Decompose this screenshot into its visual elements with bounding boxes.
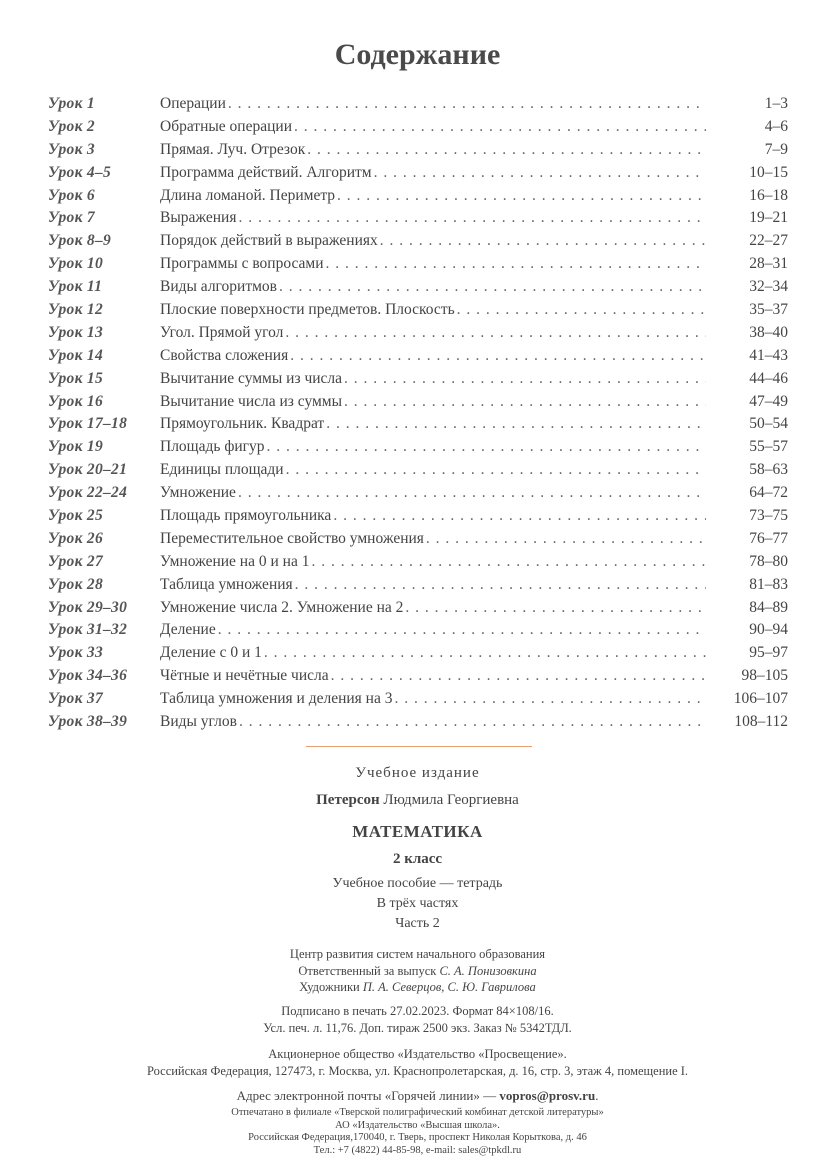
toc-row	[48, 230, 788, 253]
toc-topic: Площадь прямоугольника	[160, 507, 332, 525]
toc-lesson: Урок 12	[48, 301, 103, 319]
toc-pages: 84–89	[749, 598, 788, 616]
toc-row	[48, 299, 788, 322]
toc-row	[48, 322, 788, 345]
toc-row	[48, 459, 788, 482]
author	[0, 792, 835, 809]
dot-leader	[267, 436, 706, 459]
toc-pages: 73–75	[749, 507, 788, 525]
toc-pages: 35–37	[749, 301, 788, 319]
dot-leader	[295, 574, 706, 597]
toc-topic: Чётные и нечётные числа	[160, 667, 329, 685]
printer-line: Тел.: +7 (4822) 44-85-98, e-mail: sales@tpkdl.ru	[313, 1144, 522, 1156]
toc-row	[48, 413, 788, 436]
toc-topic: Прямоугольник. Квадрат	[160, 415, 325, 433]
toc-topic-wrap	[160, 116, 706, 139]
toc-row	[48, 551, 788, 574]
toc-topic-wrap	[160, 551, 706, 574]
printer-line: АО «Издательство «Высшая школа».	[335, 1119, 500, 1131]
toc-lesson: Урок 11	[48, 278, 103, 296]
dot-leader	[239, 207, 707, 230]
toc-lesson: Урок 22–24	[48, 484, 128, 502]
grade: 2 класс	[392, 851, 443, 867]
dot-leader	[286, 459, 706, 482]
toc-lesson: Урок 20–21	[48, 461, 128, 479]
toc-row	[48, 505, 788, 528]
toc-topic-wrap	[160, 207, 706, 230]
author-surname: Петерсон	[316, 792, 380, 808]
toc-topic-wrap	[160, 368, 706, 391]
toc-topic-wrap	[160, 276, 706, 299]
toc-topic-wrap	[160, 688, 706, 711]
toc-pages: 16–18	[749, 186, 788, 204]
dot-leader	[311, 551, 706, 574]
dot-leader	[326, 413, 706, 436]
toc-topic-wrap	[160, 322, 706, 345]
toc-topic-wrap	[160, 185, 706, 208]
toc-row	[48, 185, 788, 208]
toc-pages: 7–9	[764, 140, 788, 158]
print-info-line: Усл. печ. л. 11,76. Доп. тираж 2500 экз. Заказ № 5342ТДЛ.	[263, 1020, 572, 1035]
dot-leader	[374, 162, 706, 185]
toc-topic: Программы с вопросами	[160, 255, 324, 273]
toc-topic-wrap	[160, 482, 706, 505]
toc-topic-wrap	[160, 459, 706, 482]
toc-row	[48, 162, 788, 185]
toc-row	[48, 139, 788, 162]
dot-leader	[426, 528, 706, 551]
toc-lesson: Урок 37	[48, 690, 103, 708]
toc-lesson: Урок 16	[48, 392, 103, 410]
toc-pages: 90–94	[749, 621, 788, 639]
toc-topic: Виды углов	[160, 713, 237, 731]
printer-line: Российская Федерация,170040, г. Тверь, проспект Николая Корыткова, д. 46	[248, 1132, 587, 1143]
toc-row	[48, 528, 788, 551]
toc-lesson: Урок 2	[48, 117, 95, 135]
toc-topic: Таблица умножения и деления на 3	[160, 690, 393, 708]
toc-lesson: Урок 29–30	[48, 598, 128, 616]
toc-lesson: Урок 13	[48, 323, 103, 341]
toc-topic: Порядок действий в выражениях	[160, 232, 378, 250]
toc-row	[48, 276, 788, 299]
toc-pages: 10–15	[749, 163, 788, 181]
toc-topic-wrap	[160, 299, 706, 322]
toc-row	[48, 436, 788, 459]
hotline-email: vopros@prosv.ru	[499, 1088, 596, 1103]
toc-row	[48, 574, 788, 597]
toc-topic: Деление	[160, 621, 216, 639]
toc-topic-wrap	[160, 436, 706, 459]
toc-topic-wrap	[160, 528, 706, 551]
dot-leader	[285, 322, 706, 345]
dot-leader	[294, 116, 706, 139]
toc-pages: 78–80	[749, 552, 788, 570]
toc-lesson: Урок 1	[48, 95, 95, 112]
toc-pages: 4–6	[764, 117, 788, 135]
responsible-line	[0, 963, 835, 980]
toc-topic: Прямая. Луч. Отрезок	[160, 140, 306, 158]
printer-line: Отпечатано в филиале «Тверской полиграфический комбинат детской литературы»	[231, 1107, 604, 1118]
toc-topic-wrap	[160, 711, 706, 734]
responsible-name: С. А. Понизовкина	[439, 963, 537, 978]
print-details	[0, 1003, 835, 1036]
desc-line: Часть 2	[395, 916, 440, 931]
dot-leader	[344, 368, 706, 391]
dot-leader	[290, 345, 706, 368]
toc-topic: Угол. Прямой угол	[160, 323, 284, 341]
dot-leader	[394, 688, 706, 711]
toc-lesson: Урок 3	[48, 140, 95, 158]
dot-leader	[405, 597, 706, 620]
toc-lesson: Урок 4–5	[48, 163, 112, 181]
book-description	[0, 874, 835, 934]
toc-topic: Программа действий. Алгоритм	[160, 163, 372, 181]
toc-pages: 58–63	[749, 461, 788, 479]
toc-pages: 22–27	[749, 232, 788, 250]
toc-lesson: Урок 26	[48, 529, 103, 547]
toc-row	[48, 642, 788, 665]
desc-line: Учебное пособие — тетрадь	[332, 876, 503, 891]
toc-topic: Переместительное свойство умножения	[160, 529, 424, 547]
dot-leader	[307, 139, 706, 162]
center-name: Центр развития систем начального образования	[289, 947, 546, 961]
toc-topic: Плоские поверхности предметов. Плоскость	[160, 301, 455, 319]
toc-topic-wrap	[160, 93, 706, 116]
toc-lesson: Урок 33	[48, 644, 103, 662]
toc-pages: 108–112	[734, 713, 788, 731]
toc-pages: 76–77	[749, 529, 788, 547]
toc-pages: 1–3	[764, 95, 788, 112]
toc-row	[48, 391, 788, 414]
toc-lesson: Урок 27	[48, 552, 103, 570]
toc-topic: Деление с 0 и 1	[160, 644, 262, 662]
toc-topic-wrap	[160, 642, 706, 665]
publisher-line: Акционерное общество «Издательство «Просвещение».	[268, 1047, 567, 1061]
toc-pages: 64–72	[749, 484, 788, 502]
toc-row	[48, 345, 788, 368]
toc-lesson: Урок 38–39	[48, 713, 128, 731]
toc-row	[48, 253, 788, 276]
publisher-address: Российская Федерация, 127473, г. Москва, ул. Краснопролетарская, д. 16, стр. 3, этаж 4, помещение I.	[146, 1063, 689, 1078]
hotline-label: Адрес электронной почты «Горячей линии» —	[236, 1088, 497, 1103]
orange-divider	[306, 746, 532, 747]
dot-leader	[218, 619, 706, 642]
toc-topic-wrap	[160, 230, 706, 253]
dot-leader	[326, 253, 706, 276]
toc-pages: 106–107	[733, 690, 788, 708]
toc-row	[48, 368, 788, 391]
book-title: МАТЕМАТИКА	[352, 822, 483, 841]
toc-row	[48, 93, 788, 116]
artists-label: Художники	[299, 980, 360, 994]
signed-line: Подписано в печать 27.02.2023. Формат 84×108/16.	[281, 1004, 554, 1018]
toc-pages: 95–97	[749, 644, 788, 662]
toc-lesson: Урок 7	[48, 209, 95, 227]
toc-topic: Умножение на 0 и на 1	[160, 552, 310, 570]
toc-topic-wrap	[160, 413, 706, 436]
artists-line	[0, 979, 835, 996]
toc-lesson: Урок 17–18	[48, 415, 128, 433]
toc-topic-wrap	[160, 162, 706, 185]
toc-topic-wrap	[160, 505, 706, 528]
toc-topic: Умножение	[160, 484, 236, 502]
toc-topic: Выражения	[160, 209, 237, 227]
toc-lesson: Урок 25	[48, 507, 103, 525]
toc-topic: Вычитание суммы из числа	[160, 369, 343, 387]
toc-pages: 32–34	[749, 278, 788, 296]
toc-topic-wrap	[160, 665, 706, 688]
toc-pages: 47–49	[749, 392, 788, 410]
edition-type: Учебное издание	[355, 765, 480, 781]
dot-leader	[239, 711, 706, 734]
toc-lesson: Урок 8–9	[48, 232, 112, 250]
toc-row	[48, 711, 788, 734]
toc-topic-wrap	[160, 619, 706, 642]
dot-leader	[344, 391, 706, 414]
toc-lesson: Урок 10	[48, 255, 103, 273]
dot-leader	[457, 299, 706, 322]
toc-row	[48, 665, 788, 688]
toc-lesson: Урок 34–36	[48, 667, 128, 685]
toc-row	[48, 116, 788, 139]
dot-leader	[331, 665, 706, 688]
dot-leader	[279, 276, 706, 299]
toc-row	[48, 482, 788, 505]
toc-row	[48, 207, 788, 230]
author-name: Людмила Георгиевна	[383, 792, 519, 808]
dot-leader	[238, 482, 706, 505]
toc-topic-wrap	[160, 597, 706, 620]
toc-pages: 28–31	[749, 255, 788, 273]
toc-pages: 81–83	[749, 575, 788, 593]
toc-pages: 38–40	[749, 323, 788, 341]
toc-lesson: Урок 28	[48, 575, 103, 593]
toc-row	[48, 619, 788, 642]
toc-row	[48, 597, 788, 620]
toc-lesson: Урок 31–32	[48, 621, 128, 639]
toc-topic: Умножение числа 2. Умножение на 2	[160, 598, 404, 616]
toc-topic-wrap	[160, 253, 706, 276]
toc-lesson: Урок 15	[48, 369, 103, 387]
toc-topic-wrap	[160, 345, 706, 368]
toc-topic-wrap	[160, 391, 706, 414]
credits	[0, 946, 835, 996]
dot-leader	[228, 93, 706, 116]
toc-pages: 55–57	[749, 438, 788, 456]
hotline-end: .	[595, 1088, 599, 1103]
printer-info	[0, 1107, 835, 1157]
dot-leader	[380, 230, 706, 253]
dot-leader	[333, 505, 706, 528]
toc-topic: Таблица умножения	[160, 575, 293, 593]
publisher-info	[0, 1046, 835, 1079]
toc-pages: 50–54	[749, 415, 788, 433]
toc-topic: Свойства сложения	[160, 346, 289, 364]
toc-row	[48, 688, 788, 711]
dot-leader	[337, 185, 706, 208]
toc-topic: Единицы площади	[160, 461, 284, 479]
desc-line: В трёх частях	[376, 896, 459, 911]
toc-lesson: Урок 14	[48, 346, 103, 364]
toc-lesson: Урок 19	[48, 438, 103, 456]
table-of-contents	[48, 93, 788, 734]
responsible-label: Ответственный за выпуск	[298, 963, 437, 978]
toc-topic: Виды алгоритмов	[160, 278, 277, 296]
toc-topic: Обратные операции	[160, 117, 292, 135]
toc-topic: Операции	[160, 95, 226, 112]
hotline	[0, 1088, 835, 1104]
artists-names: П. А. Северцов, С. Ю. Гаврилова	[362, 980, 536, 994]
dot-leader	[264, 642, 706, 665]
toc-topic: Вычитание числа из суммы	[160, 392, 343, 410]
toc-pages: 98–105	[741, 667, 788, 685]
toc-pages: 41–43	[749, 346, 788, 364]
toc-pages: 19–21	[749, 209, 788, 227]
toc-topic-wrap	[160, 139, 706, 162]
toc-pages: 44–46	[749, 369, 788, 387]
toc-topic: Площадь фигур	[160, 438, 265, 456]
page-title: Содержание	[334, 38, 501, 71]
toc-topic-wrap	[160, 574, 706, 597]
toc-lesson: Урок 6	[48, 186, 95, 204]
toc-topic: Длина ломаной. Периметр	[160, 186, 336, 204]
